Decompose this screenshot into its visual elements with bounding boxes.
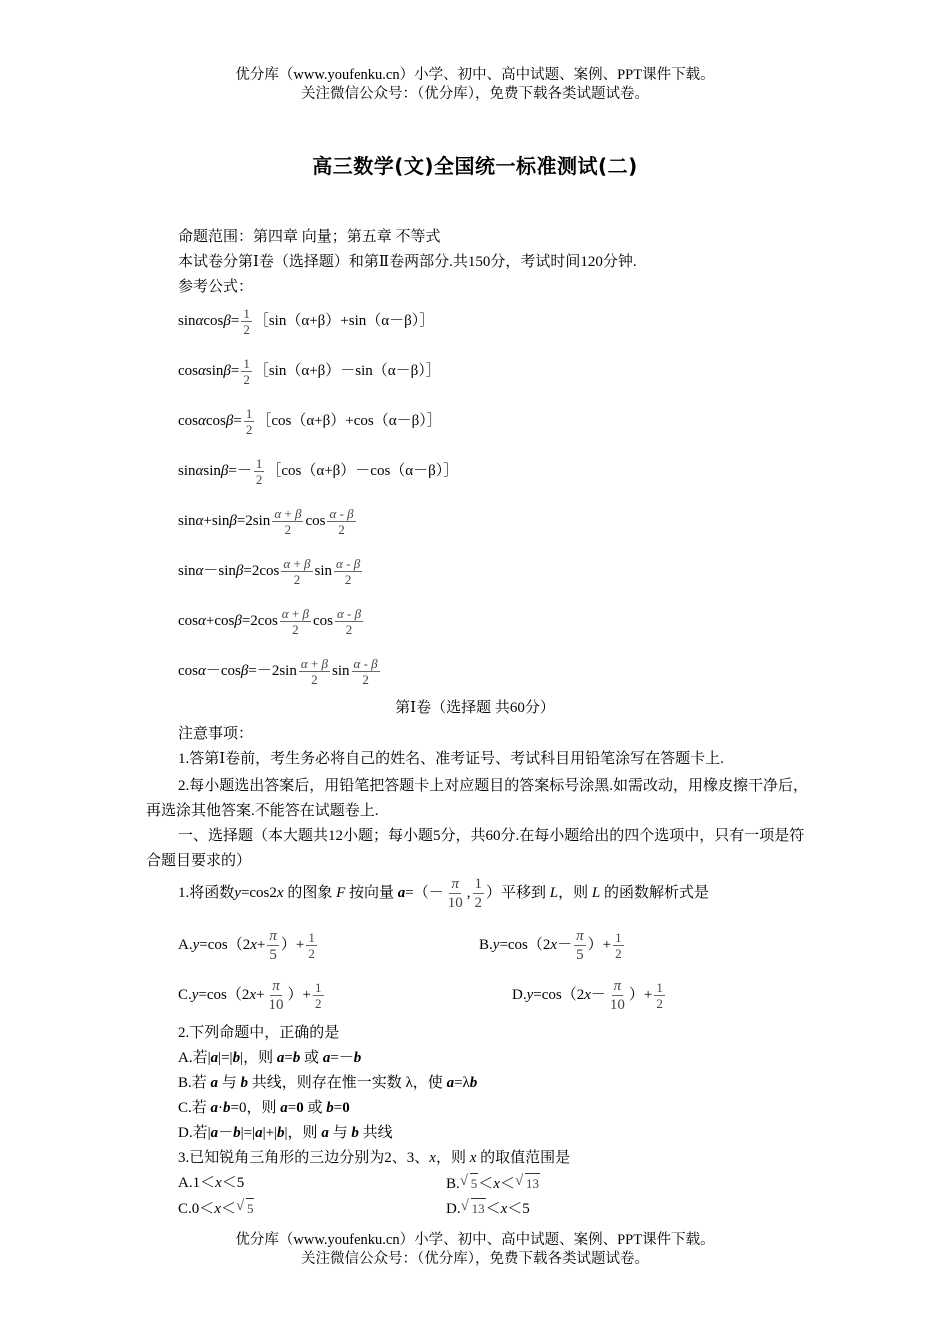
q2-option-c: C.若 a·b=0，则 a=0 或 b=0 bbox=[178, 1100, 350, 1116]
exam-structure: 本试卷分第Ⅰ卷（选择题）和第Ⅱ卷两部分.共150分，考试时间120分钟. bbox=[178, 254, 637, 270]
q3-option-a: A.1＜x＜5 bbox=[178, 1175, 245, 1191]
q1-option-b: B.y=cos（2x－ $\frac{\pi}{5}$ ）+ $\frac{1}{2}$ bbox=[479, 928, 622, 964]
question-3: 3.已知锐角三角形的三边分别为2、3、x，则 x 的取值范围是 bbox=[178, 1150, 571, 1166]
q1-option-d: D.y=cos（2x－ $\frac{\pi}{10}$ ）+ $\frac{1}{2}$ bbox=[512, 978, 663, 1014]
q3-option-b: B.√ 5＜x＜√ 13 bbox=[446, 1173, 540, 1194]
page-footer-line-2: 关注微信公众号：（优分库），免费下载各类试题试卷。 bbox=[301, 1251, 649, 1267]
question-2: 2.下列命题中，正确的是 bbox=[178, 1025, 340, 1041]
page-header-line-2: 关注微信公众号：（优分库），免费下载各类试题试卷。 bbox=[301, 86, 649, 102]
page-footer-line-1: 优分库（www.youfenku.cn）小学、初中、高中试题、案例、PPT课件下载。 bbox=[235, 1232, 715, 1248]
exam-scope: 命题范围：第四章 向量；第五章 不等式 bbox=[178, 229, 441, 245]
formula-4: sinαsinβ=－ $\frac{1}{2}$ ［cos（α+β）－cos（α－β）］ bbox=[178, 456, 459, 488]
page-header-line-1: 优分库（www.youfenku.cn）小学、初中、高中试题、案例、PPT课件下载。 bbox=[235, 67, 715, 83]
q3-option-c: C.0＜x＜√ 5 bbox=[178, 1198, 254, 1219]
q2-option-b: B.若 a 与 b 共线，则存在惟一实数 λ，使 a=λb bbox=[178, 1075, 478, 1091]
formula-6: sinα－sinβ=2cos $\frac{\alpha + \beta}{2}$ sin $\frac{\alpha - \beta}{2}$ bbox=[178, 556, 361, 588]
q2-option-a: A.若|a|=|b|，则 a=b 或 a=－b bbox=[178, 1050, 362, 1066]
q1-option-a: A.y=cos（2x+ $\frac{\pi}{5}$ ）+ $\frac{1}{2}$ bbox=[178, 928, 315, 964]
formula-7: cosα+cosβ=2cos $\frac{\alpha + \beta}{2}$ cos $\frac{\alpha - \beta}{2}$ bbox=[178, 606, 362, 638]
note-1: 1.答第Ⅰ卷前，考生务必将自己的姓名、准考证号、考试科目用铅笔涂写在答题卡上. bbox=[178, 751, 724, 767]
formula-3: cosαcosβ= $\frac{1}{2}$ ［cos（α+β）+cos（α－β）］ bbox=[178, 406, 442, 438]
question-1: 1.将函数y=cos2x 的图象 F 按向量 a=（－ $\frac{\pi}{10}$ , $\frac{1}{2}$ ）平移到 L，则 L 的函数解析式是 bbox=[178, 876, 709, 912]
section-1-heading: 第Ⅰ卷（选择题 共60分） bbox=[395, 700, 555, 716]
formula-5: sinα+sinβ=2sin $\frac{\alpha + \beta}{2}$ cos $\frac{\alpha - \beta}{2}$ bbox=[178, 506, 354, 538]
q2-option-d: D.若|a－b|=|a|+|b|，则 a 与 b 共线 bbox=[178, 1125, 393, 1141]
q1-option-c: C.y=cos（2x+ $\frac{\pi}{10}$ ）+ $\frac{1}{2}$ bbox=[178, 978, 322, 1014]
choice-section-intro: 一、选择题（本大题共12小题；每小题5分，共60分.在每小题给出的四个选项中，只有一项是符合题目要求的） bbox=[146, 828, 805, 869]
notes-label: 注意事项： bbox=[178, 726, 254, 742]
q3-option-d: D.√ 13＜x＜5 bbox=[446, 1198, 530, 1219]
formula-1: sinαcosβ= $\frac{1}{2}$ ［sin（α+β）+sin（α－β）］ bbox=[178, 306, 435, 338]
formula-label: 参考公式： bbox=[178, 279, 254, 295]
page-title: 高三数学(文)全国统一标准测试(二) bbox=[312, 154, 638, 178]
formula-8: cosα－cosβ=－2sin $\frac{\alpha + \beta}{2}$ sin $\frac{\alpha - \beta}{2}$ bbox=[178, 656, 378, 688]
formula-2: cosαsinβ= $\frac{1}{2}$ ［sin（α+β）－sin（α－β）］ bbox=[178, 356, 441, 388]
note-2: 2.每小题选出答案后，用铅笔把答题卡上对应题目的答案标号涂黑.如需改动，用橡皮擦干净后，再选涂其他答案.不能答在试题卷上. bbox=[146, 778, 809, 819]
